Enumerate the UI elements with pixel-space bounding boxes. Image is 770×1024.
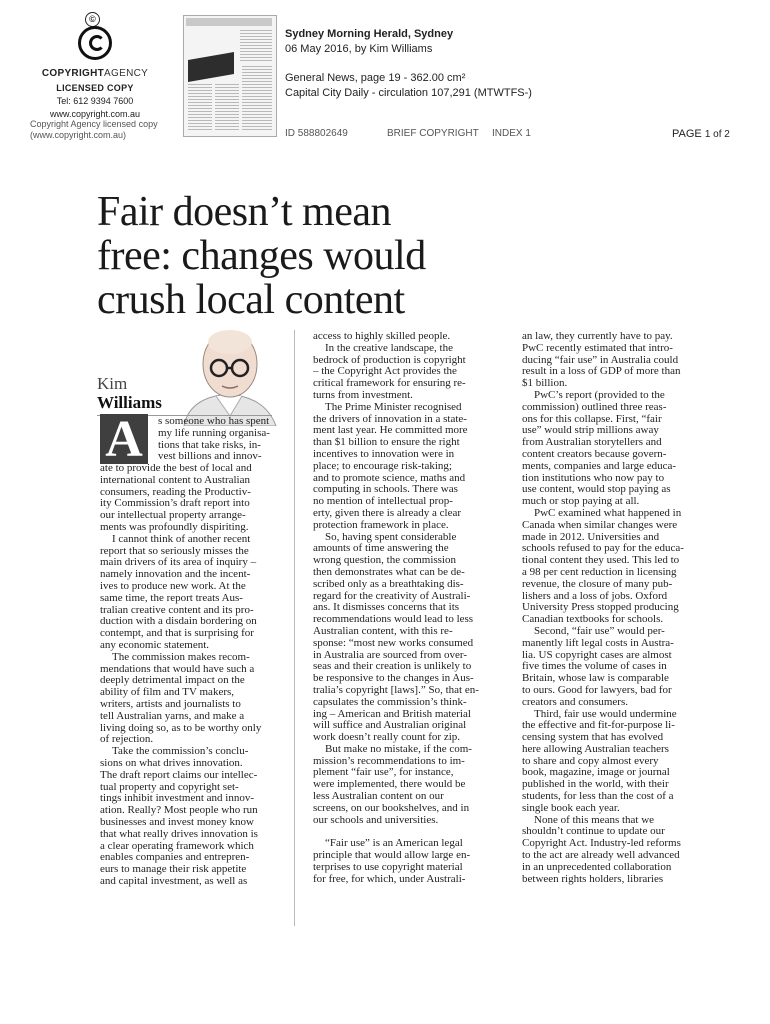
article-line: the effective and fit-for-purpose li- (522, 720, 675, 732)
article-line: So, having spent considerable (325, 531, 457, 543)
agency-brand-rest: AGENCY (104, 68, 149, 79)
article-line: screens, on our bookshelves, and in (313, 802, 470, 814)
agency-brand (30, 68, 160, 79)
article-line: book, magazine, image or journal (522, 767, 670, 779)
article-line: content creators because govern- (522, 448, 667, 460)
article-line: ment last year. He committed more (313, 425, 468, 437)
article-line: that what really drives innovation is (100, 828, 258, 840)
article-line: tralia’s copyright [laws].” So, that en- (313, 684, 479, 696)
article-line: tions that take risks, in- (158, 439, 261, 451)
byline-last-name: Williams (97, 393, 162, 412)
article-line: plement “fair use”, for instance, (313, 767, 454, 779)
article-line: my life running organisa- (158, 427, 270, 439)
drop-cap: A (100, 414, 148, 464)
article-line: ation. Really? Most people who run (100, 805, 258, 817)
article-line: terprises to use copyright material (313, 861, 463, 873)
article-line: from Australian storytellers and (522, 437, 662, 449)
article-line: manently lift legal costs in Austra- (522, 637, 674, 649)
article-line: incentives to innovation were in (313, 448, 455, 460)
article-line: main drivers of its area of inquiry – (100, 557, 257, 569)
article-line: here allowing Australian teachers (522, 743, 669, 755)
clipping-id: ID 588802649 (285, 128, 348, 139)
publication-circulation: Capital City Daily - circulation 107,291 (MTWTFS-) (285, 86, 532, 99)
article-line: made in 2012. Universities and (522, 531, 660, 543)
article-line: s someone who has spent (158, 416, 270, 427)
article-line: in Australia are sourced from over- (313, 649, 468, 661)
page-label: PAGE (672, 128, 702, 140)
thumbnail-column (242, 66, 272, 132)
article-line: PwC examined what happened in (534, 507, 682, 519)
article-line: tell Australian yarns, and make a (100, 710, 245, 722)
article-line: result in a loss of GDP of more than (522, 366, 681, 378)
author-portrait (176, 326, 286, 426)
article-column-3 (522, 331, 705, 885)
article-line: vest billions and innov- (158, 451, 262, 463)
agency-url: www.copyright.com.au (49, 109, 141, 119)
article-line: deeply detrimental impact on the (100, 675, 245, 687)
byline-first-name: Kim (97, 374, 128, 393)
article-line: tional content they used. This led to (522, 555, 680, 567)
article-line: to share and copy almost every (522, 755, 659, 767)
article-line: ity Commission’s draft report into (100, 498, 250, 510)
article-line: than $1 billion to ensure the right (313, 437, 460, 449)
article-line: lishers and a loss of jobs. Oxford (522, 590, 668, 602)
article-line: schools refused to pay for the educa- (522, 543, 684, 555)
licence-footnote-line-2: (www.copyright.com.au) (30, 130, 127, 140)
article-line: use” would strip millions away (522, 425, 659, 437)
article-line: ducing “fair use” in Australia could (522, 354, 679, 366)
article-line: shouldn’t continue to update our (522, 826, 665, 838)
article-line: Copyright Act. Industry-led reforms (522, 838, 681, 850)
article-line: Britain, whose law is comparable (522, 673, 669, 685)
article-line: Australian content, with this re- (313, 625, 453, 637)
article-column-2 (313, 331, 493, 885)
publication-section: General News, page 19 - 362.00 cm² (285, 72, 466, 84)
clipping-index: INDEX 1 (492, 128, 531, 139)
article-line: seas and their creation is unlikely to (313, 661, 472, 673)
article-line: ments, companies and large educa- (522, 460, 677, 472)
page-thumbnail (183, 15, 277, 137)
article-line: Canada when similar changes were (522, 519, 678, 531)
article-line: But make no mistake, if the com- (325, 743, 472, 755)
article-line: tion institutions who now pay to (522, 472, 665, 484)
article-column-1 (100, 416, 286, 888)
publication-date-author: 06 May 2016, by Kim Williams (285, 42, 433, 55)
article-line: scribed only as a breathtaking dis- (313, 578, 464, 590)
agency-phone: Tel: 612 9394 7600 (56, 96, 134, 106)
article-line: access to highly skilled people. (313, 331, 451, 342)
article-line: mission’s recommendations to im- (313, 755, 465, 767)
article-line: I cannot think of another recent (112, 533, 251, 545)
article-line: None of this means that we (534, 814, 655, 826)
clipping-metadata (285, 28, 532, 101)
article-line: principle that would allow large en- (313, 850, 471, 862)
copyright-agency-mark-icon (78, 26, 112, 60)
article-line: were implemented, there would be (313, 779, 466, 791)
article-line: tralian creative content and its pro- (100, 604, 254, 616)
article-line: duction with a disdain bordering on (100, 616, 257, 628)
article-line: turns from investment. (313, 389, 413, 401)
article-byline (97, 374, 162, 412)
article-line: commission) outlined three reas- (522, 401, 667, 413)
article-line: contempt, and that is surprising for (100, 628, 254, 640)
article-line: businesses and invest money know (100, 816, 254, 828)
article-line: a clear operating framework which (100, 840, 254, 852)
article-line: ives to produce new work. At the (100, 580, 246, 592)
article-line: our schools and universities. (313, 814, 439, 826)
article-line: will suffice and Australian original (313, 720, 467, 732)
licence-footnote (30, 119, 158, 141)
article-line: PwC’s report (provided to the (534, 389, 665, 401)
article-line: revenue, the closure of many pub- (522, 578, 673, 590)
article-line: amounts of time answering the (313, 543, 449, 555)
article-line: censing system that has evolved (522, 732, 664, 744)
article-line: critical framework for ensuring re- (313, 378, 466, 390)
article-line: wrong question, the commission (313, 555, 456, 567)
article-line: Canadian textbooks for schools. (522, 614, 664, 626)
article-line: bedrock of production is copyright (313, 354, 466, 366)
article-line: students, for less than the cost of a (522, 791, 674, 803)
article-line: use content, would stop paying as (522, 484, 671, 496)
article-line: ate to provide the best of local and (100, 463, 252, 474)
copyright-symbol-icon: © (85, 12, 100, 27)
article-line: same time, the report treats Aus- (100, 592, 243, 604)
article-line: The Prime Minister recognised (325, 401, 462, 413)
article-line: consumers, reading the Productiv- (100, 486, 251, 498)
article-line: The draft report claims our intellec- (100, 769, 258, 781)
article-line: creators and consumers. (522, 696, 628, 708)
article-line: ments was profoundly dispiriting. (100, 521, 249, 533)
thumbnail-column (188, 84, 212, 132)
article-line: Third, fair use would undermine (534, 708, 677, 720)
article-line: and capital investment, as well as (100, 875, 248, 887)
copyright-agency-logo (30, 12, 160, 119)
article-line: regard for the creativity of Australi- (313, 590, 471, 602)
article-line: erty, given there is already a clear (313, 507, 462, 519)
thumbnail-column (240, 30, 272, 62)
article-line: work doesn’t really count for zip. (313, 732, 461, 744)
headline-line: crush local content (97, 277, 405, 323)
article-line: tual property and copyright set- (100, 781, 239, 793)
column-divider (294, 330, 295, 926)
article-line: any economic statement. (100, 639, 210, 651)
article-line: computing in schools. There was (313, 484, 458, 496)
article-line: ability of film and TV makers, (100, 687, 235, 699)
article-line: the drivers of innovation in a state- (313, 413, 467, 425)
article-line: much or stop paying at all. (522, 496, 640, 508)
article-line: single book each year. (522, 802, 620, 814)
article-line: report that so seriously misses the (100, 545, 249, 557)
article-line: protection framework in place. (313, 519, 449, 531)
article-line: less Australian content on our (313, 791, 444, 803)
article-line: published in the world, with their (522, 779, 669, 791)
article-line: place; to encourage risk-taking; (313, 460, 452, 472)
article-line: to ours. Good for lawyers, bad for (522, 684, 672, 696)
article-line: international content to Australian (100, 474, 250, 486)
article-line: The commission makes recom- (112, 651, 250, 663)
article-line: then demonstrates what can be de- (313, 566, 465, 578)
article-line: ans. It dismisses concerns that its (313, 602, 460, 614)
agency-brand-bold: COPYRIGHT (41, 68, 105, 79)
article-line: “Fair use” is an American legal (325, 838, 463, 850)
article-line: five times the volume of cases in (522, 661, 667, 673)
article-line: enables companies and entrepren- (100, 852, 250, 864)
page-value: 1 of 2 (704, 129, 730, 140)
article-line: in an unprecedented collaboration (522, 861, 672, 873)
article-line: mendations that would have such a (100, 663, 255, 675)
article-line: – the Copyright Act provides the (313, 366, 457, 378)
thumbnail-column (215, 84, 239, 132)
article-line: PwC recently estimated that intro- (522, 342, 673, 354)
article-line: writers, artists and journalists to (100, 698, 241, 710)
article-line: sions on what drives innovation. (100, 757, 243, 769)
article-line: eurs to manage their risk appetite (100, 864, 247, 876)
licence-footnote-line-1: Copyright Agency licensed copy (30, 119, 158, 129)
article-line: In the creative landscape, the (325, 342, 453, 354)
article-line: to the act are already well advanced (522, 850, 680, 862)
article-line: a 98 per cent reduction in licensing (522, 566, 677, 578)
article-line (313, 826, 493, 838)
article-line: between rights holders, libraries (522, 873, 664, 885)
article-line: sponse: “most new works consumed (313, 637, 474, 649)
licensed-copy-label: LICENSED COPY (56, 83, 134, 93)
article-line: ons for this collapse. First, “fair (522, 413, 662, 425)
thumbnail-photo (188, 52, 234, 82)
article-line: for free, for which, under Australi- (313, 873, 466, 885)
clipping-page (672, 128, 730, 140)
clipping-brief: BRIEF COPYRIGHT (387, 128, 479, 139)
article-line: recommendations would lead to less (313, 614, 474, 626)
article-line: $1 billion. (522, 378, 568, 390)
article-line: tings inhibit investment and innov- (100, 793, 254, 805)
thumbnail-masthead (186, 18, 272, 26)
headline-line: Fair doesn’t mean (97, 189, 391, 235)
article-line: living doing so, as to be worthy only (100, 722, 262, 734)
article-line: namely innovation and the incent- (100, 569, 251, 581)
headline-line: free: changes would (97, 233, 426, 279)
article-line: lia. US copyright cases are almost (522, 649, 672, 661)
article-line: our intellectual property arrange- (100, 510, 246, 522)
article-line: of rejection. (100, 734, 154, 746)
article-line: an law, they currently have to pay. (522, 331, 673, 342)
article-line: Take the commission’s conclu- (112, 746, 249, 758)
article-line: Second, “fair use” would per- (534, 625, 665, 637)
article-headline (97, 190, 517, 322)
article-line: ing – American and British material (313, 708, 471, 720)
article-line: University Press stopped producing (522, 602, 679, 614)
article-line: and to promote science, maths and (313, 472, 466, 484)
article-line: be responsive to the changes in Aus- (313, 673, 474, 685)
publication-name: Sydney Morning Herald, Sydney (285, 28, 454, 40)
article-line: capsulates the commission’s think- (313, 696, 467, 708)
article-line: no mention of intellectual prop- (313, 496, 453, 508)
